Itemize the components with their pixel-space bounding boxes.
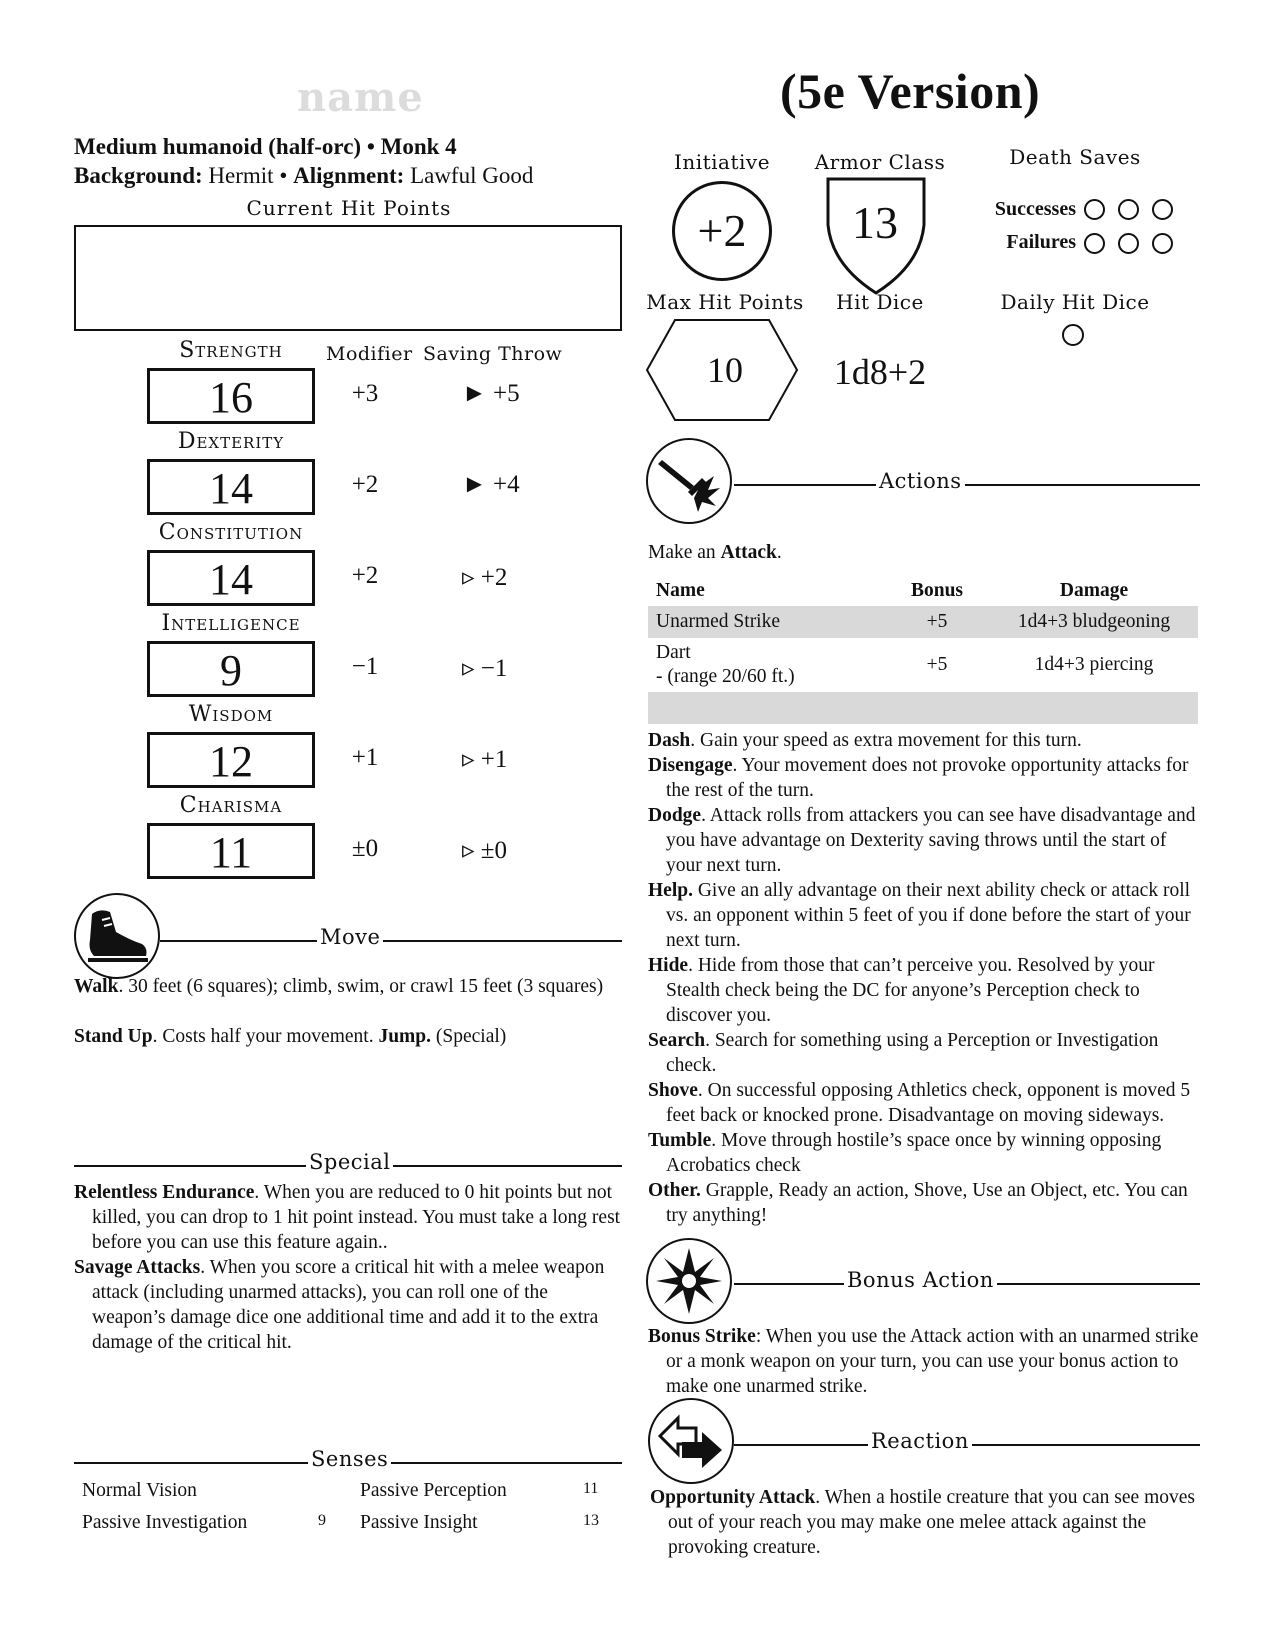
action-item-text: . Gain your speed as extra movement for this turn. [690,730,1082,751]
column-header-name: Name [656,580,705,601]
ability-modifier: +3 [351,380,379,407]
action-item-text: . Move through hostile’s space once by winning opposing Acrobatics check [666,1130,1162,1176]
action-item [648,1028,1200,1078]
ability-name: Dexterity [177,429,285,454]
reaction-text [650,1485,1200,1560]
column-header-damage: Damage [1059,580,1129,601]
daily-hit-dice-bubble[interactable] [1062,324,1084,346]
walk-line [74,974,634,999]
move-title: Move [317,925,383,949]
action-item-text: Grapple, Ready an action, Shove, Use an Object, etc. You can try anything! [666,1180,1188,1226]
ability-saving-throw: ► +4 [462,471,520,498]
actions-intro-suffix: . [776,542,782,563]
ability-score: 11 [147,823,315,879]
actions-intro [648,540,782,565]
ability-score: 14 [147,459,315,515]
ability-modifier: +2 [351,471,379,498]
ability-name: Wisdom [188,702,274,727]
attack-name: Unarmed Strike [648,606,884,638]
ability-name: Intelligence [161,611,301,636]
boot-icon [74,893,160,979]
standup-text: . Costs half your movement. [152,1026,379,1047]
ability-saving-throw: ▹ −1 [462,655,508,682]
ability-saving-throw: ▹ +2 [462,564,508,591]
max-hp-label: Max Hit Points [646,290,804,314]
failure-bubble[interactable] [1152,233,1173,254]
ability-saving-throw: ▹ +1 [462,746,508,773]
max-hp-value: 10 [707,350,743,390]
alignment-label: Alignment: [293,163,405,188]
standup-label: Stand Up [74,1026,153,1047]
arrows-icon [648,1398,734,1484]
alignment-value: Lawful Good [410,163,534,188]
ability-score: 9 [147,641,315,697]
saving-throw-header: Saving Throw [423,343,563,365]
normal-vision: Normal Vision [82,1480,197,1501]
passive-investigation-label: Passive Investigation [82,1512,248,1533]
initiative-label: Initiative [673,150,771,174]
action-item-text: . Search for something using a Perception or Investigation check. [666,1030,1159,1076]
special-item [74,1255,622,1355]
version-title: (5e Version) [780,63,1041,119]
action-item [648,1128,1200,1178]
star-burst-icon [646,1238,732,1324]
action-item-label: Other. [648,1180,701,1201]
column-header-bonus: Bonus [910,580,964,601]
table-header-row [648,576,1198,606]
current-hp-box[interactable] [74,225,622,331]
armor-class-value: 13 [852,197,898,248]
attack-bonus: +5 [926,654,948,675]
action-item-text: . Hide from those that can’t perceive you. Resolved by your Stealth check being the DC for anyone’s Perception check to discover you. [666,955,1155,1026]
passive-investigation-value: 9 [318,1512,326,1529]
bonus-action-text [648,1324,1200,1399]
special-item-text: . When you score a critical hit with a melee weapon attack (including unarmed attacks), you can roll one of the weapon’s damage dice one additional time and add it to the extra damage of the critical hit. [92,1257,605,1353]
ability-saving-throw: ► +5 [462,380,520,407]
attack-damage: 1d4+3 bludgeoning [990,606,1198,638]
attack-name-cell [648,638,884,692]
action-item [648,803,1200,878]
passive-insight-label: Passive Insight [360,1512,478,1533]
death-saves-label: Death Saves [1009,145,1141,169]
special-list [74,1180,622,1355]
action-item-text: . Your movement does not provoke opportunity attacks for the rest of the turn. [666,755,1189,801]
ability-name: Charisma [179,793,283,818]
walk-label: Walk [74,976,119,997]
attack-damage: 1d4+3 piercing [1034,654,1154,675]
action-item [648,1078,1200,1128]
actions-intro-prefix: Make an [648,542,721,563]
passive-insight-value: 13 [583,1512,599,1529]
action-list [648,728,1200,1228]
success-bubble[interactable] [1084,199,1105,220]
reaction-desc: . When a hostile creature that you can see moves out of your reach you may make one melee attack against the provoking creature. [668,1487,1195,1558]
action-item [648,953,1200,1028]
passive-perception-label: Passive Perception [360,1480,507,1501]
sword-icon [646,438,732,524]
ability-modifier: ±0 [351,835,379,862]
background-line [74,163,533,189]
standup-line [74,1024,634,1049]
hit-dice-label: Hit Dice [836,290,924,314]
ability-modifier: +1 [351,744,379,771]
action-item [648,1178,1200,1228]
special-item [74,1180,622,1255]
table-row [648,638,1198,692]
background-label: Background: [74,163,203,188]
separator-bullet: • [279,163,288,188]
success-bubble[interactable] [1152,199,1173,220]
ability-score: 16 [147,368,315,424]
attack-bonus: +5 [884,606,990,638]
actions-title: Actions [876,469,965,493]
reaction-label: Opportunity Attack [650,1487,816,1508]
race-class: Medium humanoid (half-orc) • Monk 4 [74,134,457,159]
modifier-header: Modifier [326,343,413,365]
attack-table [648,576,1198,724]
special-item-label: Savage Attacks [74,1257,201,1278]
action-item-text: . On successful opposing Athletics check, opponent is moved 5 feet back or knocked prone. Disadvantage on moving sideways. [666,1080,1191,1126]
senses-title: Senses [308,1447,391,1471]
action-item [648,728,1200,753]
ability-score: 14 [147,550,315,606]
initiative-value: +2 [672,181,772,281]
action-item-label: Hide [648,955,689,976]
attack-sub: - (range 20/60 ft.) [656,666,795,687]
daily-hit-dice-label: Daily Hit Dice [1000,290,1150,314]
action-item-text: Give an ally advantage on their next ability check or attack roll vs. an opponent within 5 feet of you if done before the start of your next turn. [666,880,1191,951]
current-hp-label: Current Hit Points [246,196,452,220]
walk-text: . 30 feet (6 squares); climb, swim, or crawl 15 feet (3 squares) [118,976,604,997]
action-item-label: Shove [648,1080,698,1101]
ability-name: Strength [179,338,283,363]
armor-class-label: Armor Class [814,150,946,174]
actions-intro-bold: Attack [720,542,777,563]
action-item-label: Tumble [648,1130,712,1151]
hit-dice-value: 1d8+2 [833,352,927,392]
move-divider [160,940,622,942]
ability-modifier: +2 [351,562,379,589]
special-item-text: . When you are reduced to 0 hit points but not killed, you can drop to 1 hit point instead. You must take a long rest before you can use this feature again.. [92,1182,621,1253]
action-item-label: Help. [648,880,693,901]
action-item-label: Disengage [648,755,733,776]
bonus-action-desc: : When you use the Attack action with an unarmed strike or a monk weapon on your turn, you can use your bonus action to make one unarmed strike. [666,1326,1199,1397]
bonus-action-label: Bonus Strike [648,1326,756,1347]
ability-saving-throw: ▹ ±0 [462,837,508,864]
attack-name: Dart [656,642,691,663]
background-value: Hermit [208,163,274,188]
special-title: Special [306,1150,393,1174]
successes-label: Successes [994,198,1076,220]
ability-modifier: −1 [351,653,379,680]
table-row [648,606,1198,638]
table-row-empty [648,692,1198,724]
failure-bubble[interactable] [1118,233,1139,254]
passive-perception-value: 11 [583,1480,599,1497]
failures-label: Failures [1006,231,1076,253]
jump-text: (Special) [431,1026,507,1047]
action-item [648,753,1200,803]
action-item-label: Dodge [648,805,702,826]
bonus-action-title: Bonus Action [844,1268,997,1292]
action-item [648,878,1200,953]
ability-name: Constitution [158,520,304,545]
failure-bubble[interactable] [1084,233,1105,254]
action-item-label: Dash [648,730,691,751]
character-name[interactable]: name [297,74,424,121]
success-bubble[interactable] [1118,199,1139,220]
race-class-line [74,134,457,160]
reaction-title: Reaction [868,1429,972,1453]
action-item-label: Search [648,1030,706,1051]
special-item-label: Relentless Endurance [74,1182,255,1203]
action-item-text: . Attack rolls from attackers you can see have disadvantage and you have advantage on Dexterity saving throws until the start of your next turn. [666,805,1196,876]
actions-divider [734,484,1200,486]
jump-label: Jump. [378,1026,432,1047]
ability-score: 12 [147,732,315,788]
